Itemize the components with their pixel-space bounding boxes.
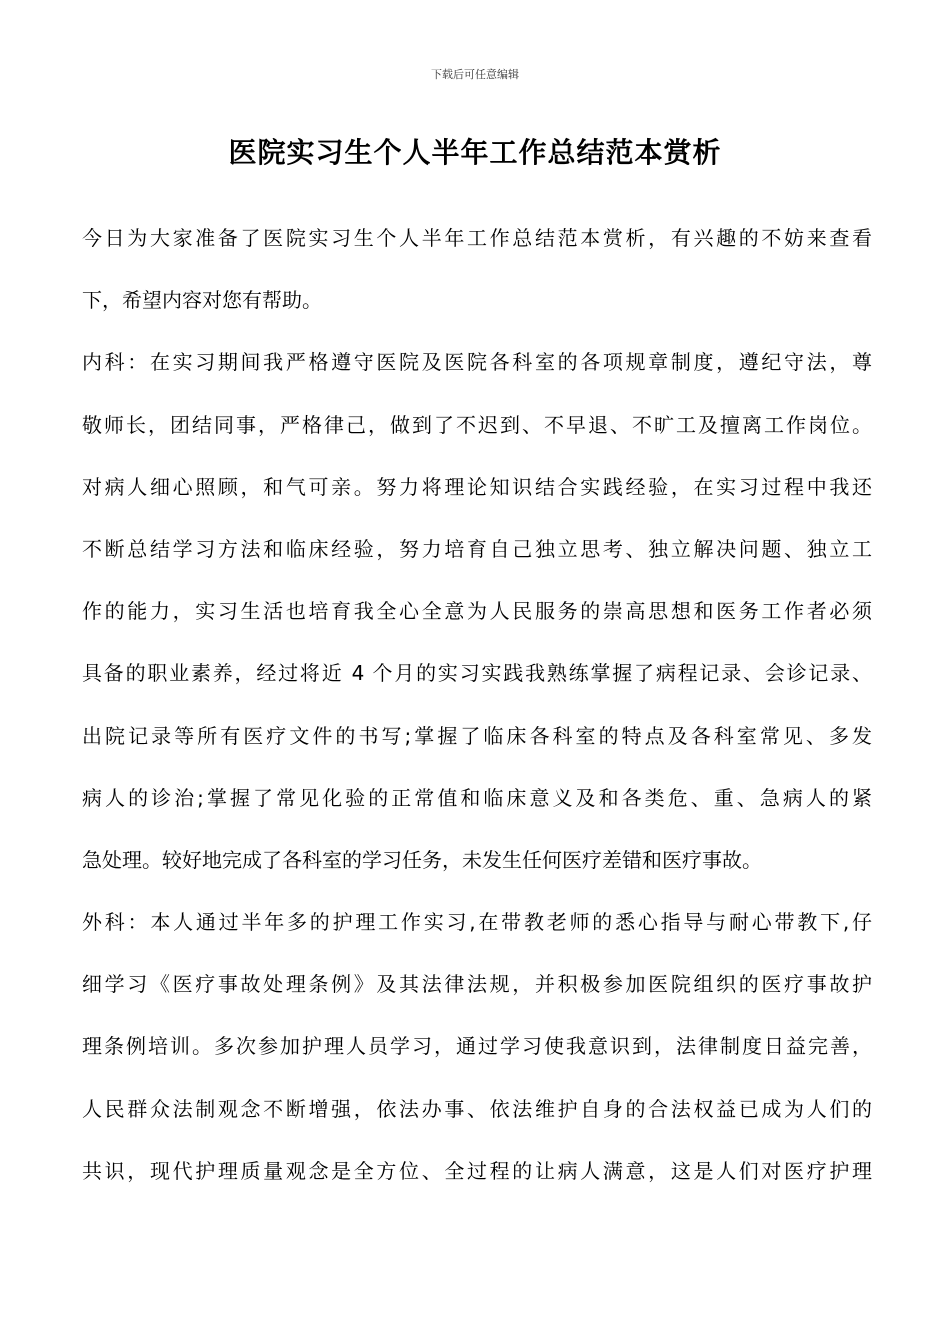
body-line: 下，希望内容对您有帮助。: [82, 288, 322, 313]
body-line: 外科：本人通过半年多的护理工作实习,在带教老师的悉心指导与耐心带教下,仔: [82, 910, 872, 935]
body-line: 对病人细心照顾，和气可亲。努力将理论知识结合实践经验，在实习过程中我还: [82, 474, 872, 499]
document-body: [82, 218, 872, 1213]
body-line: 细学习《医疗事故处理条例》及其法律法规，并积极参加医院组织的医疗事故护: [82, 972, 872, 997]
body-line: 内科：在实习期间我严格遵守医院及医院各科室的各项规章制度，遵纪守法，尊: [82, 350, 872, 375]
body-line: 病人的诊治;掌握了常见化验的正常值和临床意义及和各类危、重、急病人的紧: [82, 785, 872, 810]
body-line: 人民群众法制观念不断增强，依法办事、依法维护自身的合法权益已成为人们的: [82, 1096, 872, 1121]
body-line: 急处理。较好地完成了各科室的学习任务，未发生任何医疗差错和医疗事故。: [82, 847, 762, 872]
body-line: 共识，现代护理质量观念是全方位、全过程的让病人满意，这是人们对医疗护理: [82, 1158, 872, 1183]
body-line: 理条例培训。多次参加护理人员学习，通过学习使我意识到，法律制度日益完善，: [82, 1034, 872, 1059]
body-line: 具备的职业素养，经过将近 4 个月的实习实践我熟练掌握了病程记录、会诊记录、: [82, 661, 872, 686]
body-line: 出院记录等所有医疗文件的书写;掌握了临床各科室的特点及各科室常见、多发: [82, 723, 872, 748]
body-line: 今日为大家准备了医院实习生个人半年工作总结范本赏析，有兴趣的不妨来查看: [82, 226, 872, 250]
body-line: 作的能力，实习生活也培育我全心全意为人民服务的崇高思想和医务工作者必须: [82, 599, 872, 624]
document-title: 医院实习生个人半年工作总结范本赏析: [228, 136, 722, 169]
body-line: 敬师长，团结同事，严格律己，做到了不迟到、不早退、不旷工及擅离工作岗位。: [82, 412, 872, 437]
header-note: 下载后可任意编辑: [431, 68, 519, 81]
body-line: 不断总结学习方法和临床经验，努力培育自己独立思考、独立解决问题、独立工: [82, 536, 872, 561]
